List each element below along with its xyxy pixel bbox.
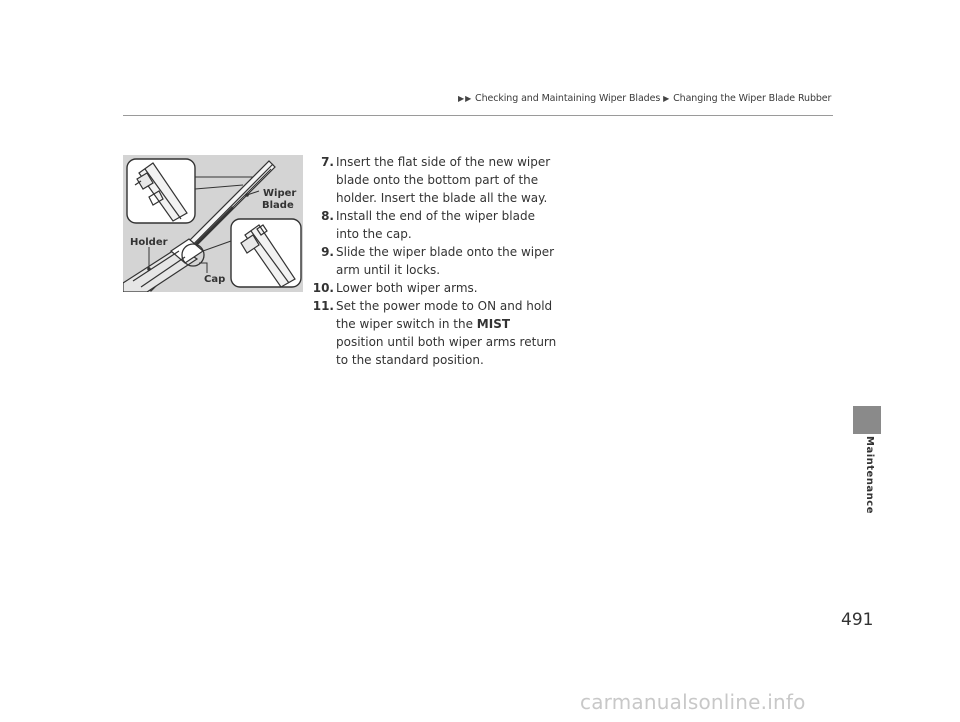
step-number: 11. [312,299,334,313]
label-cap: Cap [204,274,226,285]
arrow-icon: ▶ [458,94,465,103]
watermark: carmanualsonline.info [580,690,806,714]
arrow-icon: ▶ [465,94,472,103]
step-9 [309,243,559,279]
step-number: 9. [321,245,334,259]
section-tab[interactable] [853,406,881,434]
breadcrumb-item-blade-rubber[interactable]: Changing the Wiper Blade Rubber [673,93,832,104]
step-number: 7. [321,155,334,169]
step-8 [309,207,559,243]
step-number: 8. [321,209,334,223]
mist-position-label: MIST [476,317,511,331]
instruction-steps [309,153,559,369]
page-number: 491 [841,610,874,630]
wiper-blade-illustration [123,155,303,292]
header-divider [123,115,833,116]
step-text: Insert the flat side of the new wiper blade onto the bottom part of the holder. Insert the blade all the way. [336,155,551,205]
step-text: Set the power mode to ON and hold the wiper switch in the [336,299,553,331]
label-holder: Holder [130,237,168,248]
step-text: position until both wiper arms return to the standard position. [336,335,557,367]
step-11 [309,297,559,369]
breadcrumb-item-wiper-blades[interactable]: Checking and Maintaining Wiper Blades [475,93,661,104]
label-blade: Blade [262,200,294,211]
section-tab-label: Maintenance [864,436,875,515]
label-wiper: Wiper [263,188,297,199]
step-text: Lower both wiper arms. [336,281,478,295]
step-text: Slide the wiper blade onto the wiper arm until it locks. [336,245,555,277]
step-number: 10. [312,281,334,295]
step-text: Install the end of the wiper blade into the cap. [336,209,535,241]
arrow-icon: ▶ [663,94,670,103]
wiper-blade-diagram [123,155,303,292]
step-7 [309,153,559,207]
breadcrumb [458,93,831,104]
step-10 [309,279,559,297]
